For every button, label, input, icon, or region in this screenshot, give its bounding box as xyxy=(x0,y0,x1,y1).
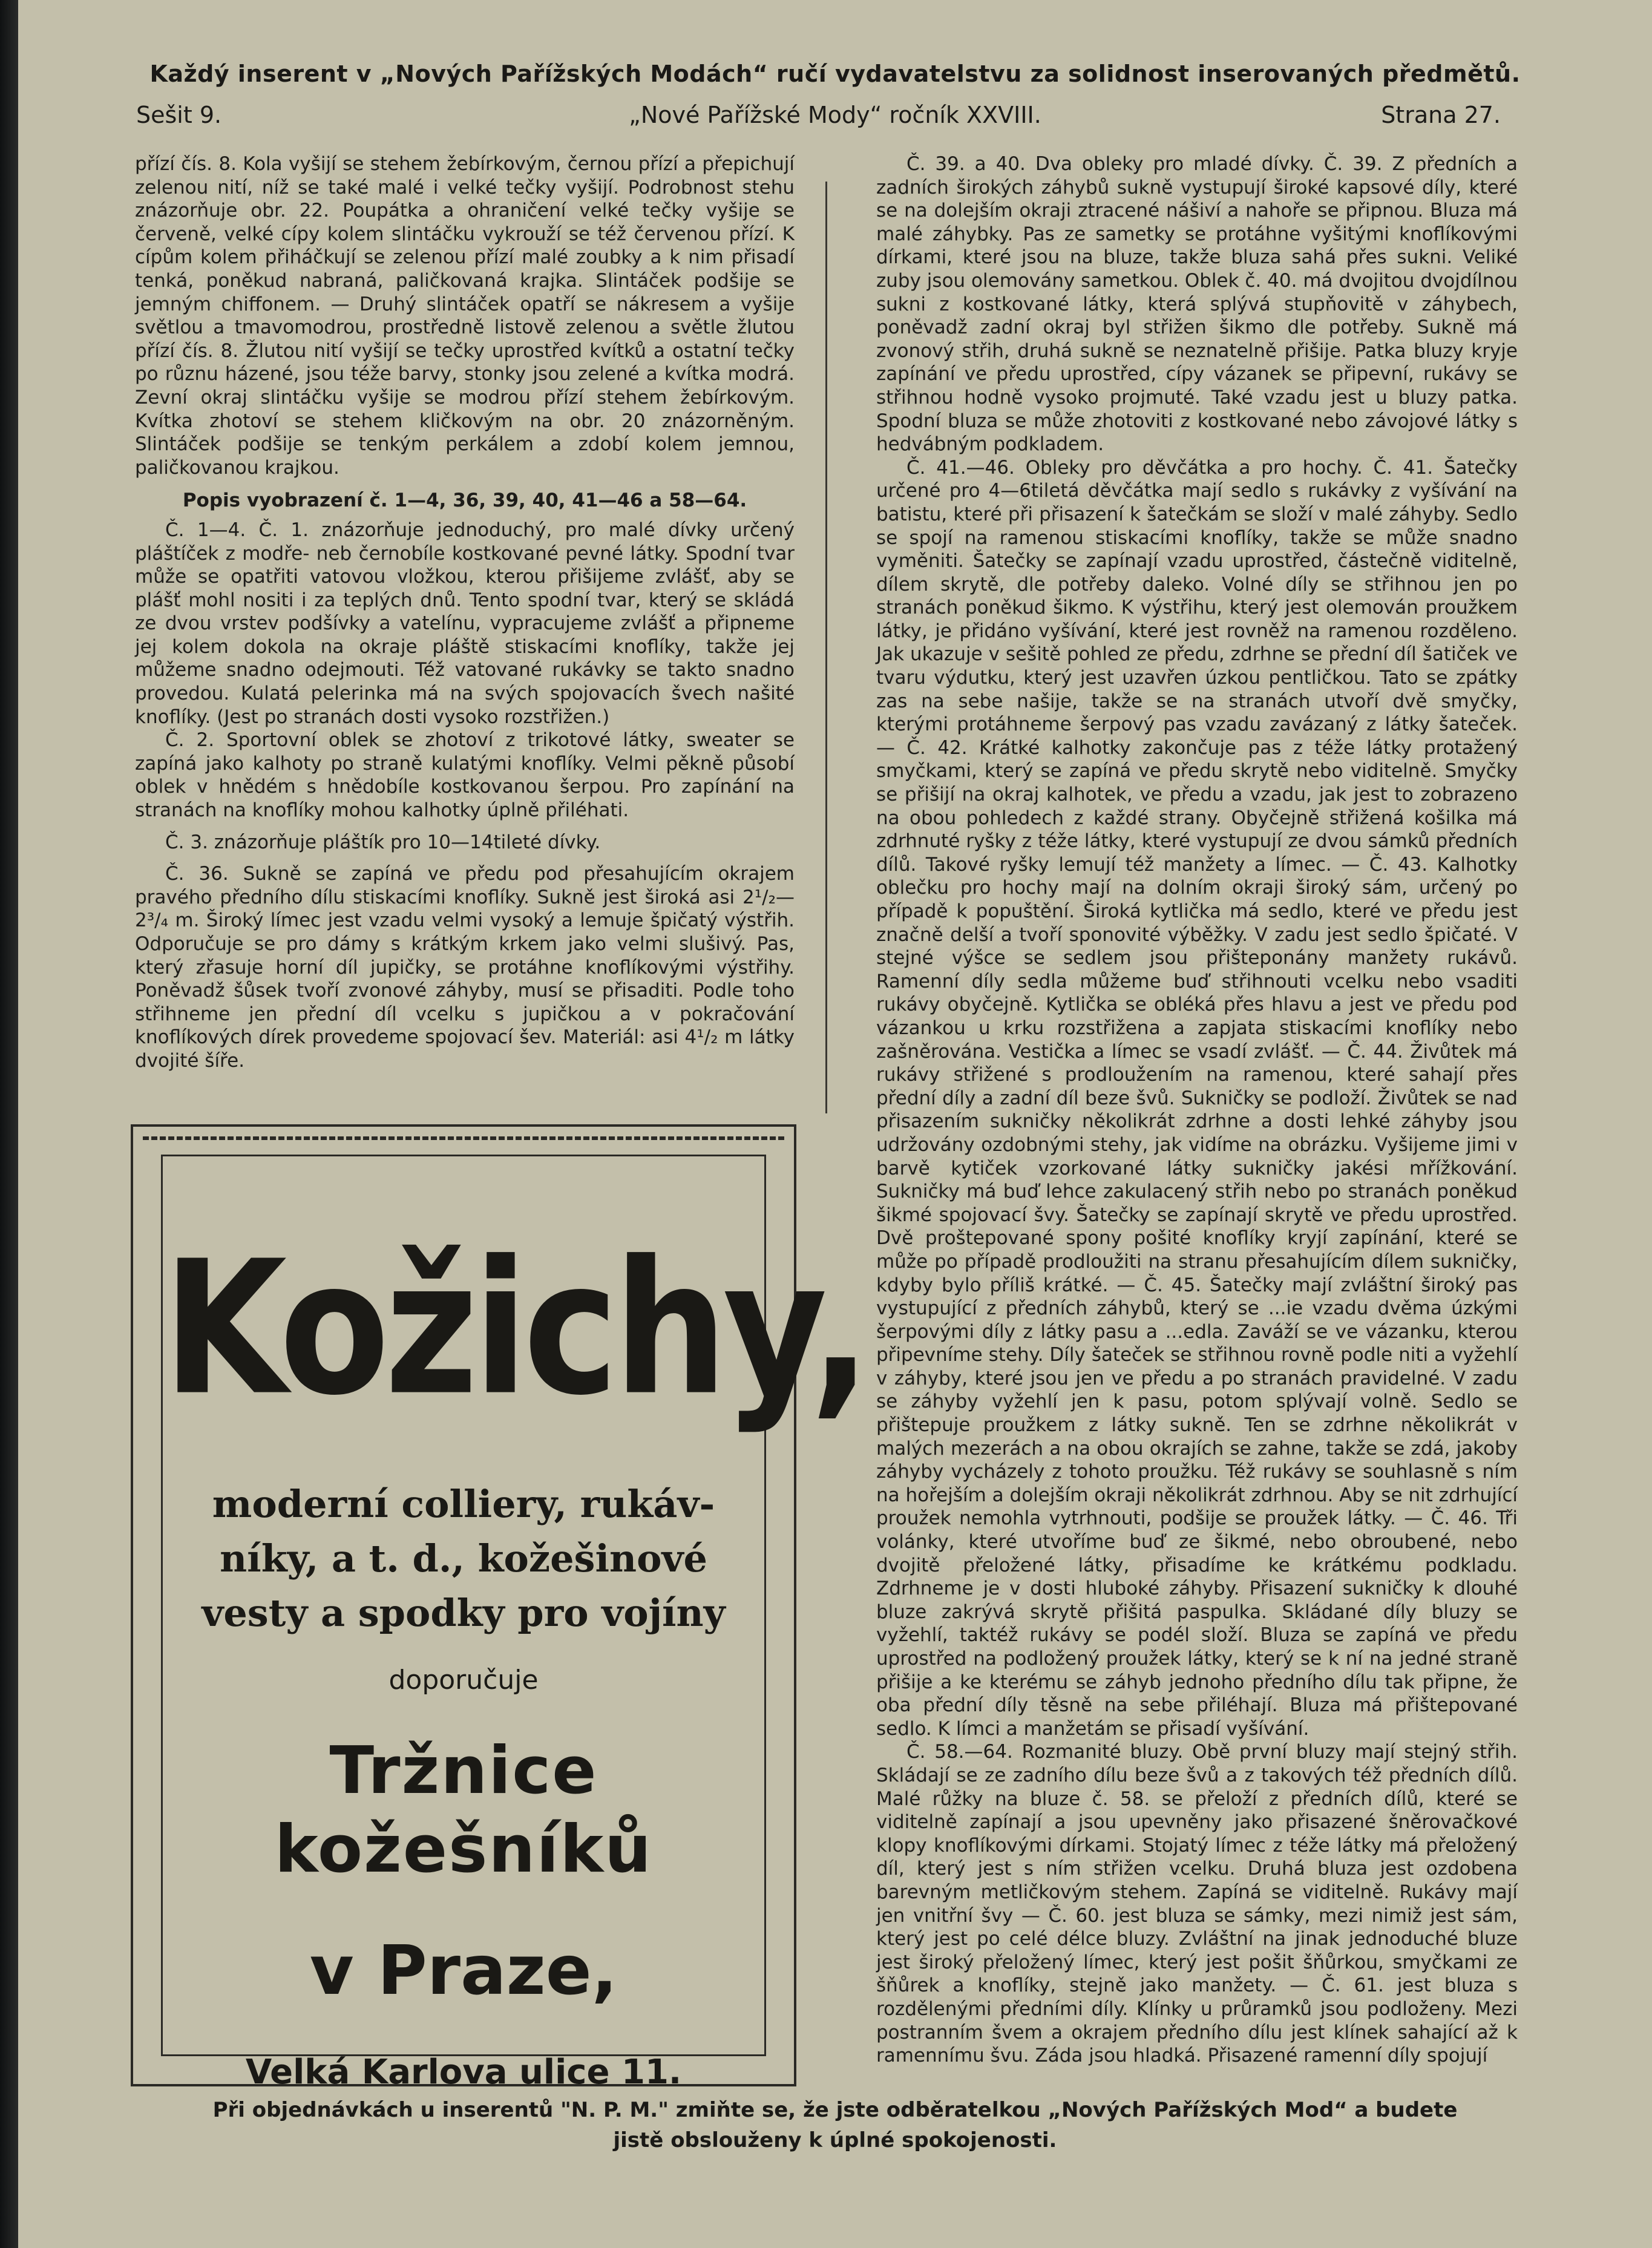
ad-text-line: vesty a spodky pro vojíny xyxy=(202,1591,726,1635)
ad-text-line: moderní colliery, rukáv- xyxy=(212,1482,715,1526)
right-column xyxy=(876,152,1518,2068)
scan-edge xyxy=(0,0,18,2248)
footer-notice xyxy=(18,2095,1652,2155)
issue-number: Sešit 9. xyxy=(136,102,222,128)
paragraph: Č. 2. Sportovní oblek se zhotoví z trikotové látky, sweater se zapíná jako kalhoty po straně kulatými knoflíky. Velmi pěkně působí oblek v hnědém s hnědobíle kostkovanou šerpou. Pro zapínání na stranách na knoflíky mohou kalhotky úplně přiléhati. xyxy=(135,729,795,822)
left-column xyxy=(135,152,795,1073)
inserent-notice: Každý inserent v „Nových Pařížských Modách“ ručí vydavatelstvu za solidnost inserovaných předmětů. xyxy=(149,61,1521,87)
section-heading: Popis vyobrazení č. 1—4, 36, 39, 40, 41—46 a 58—64. xyxy=(182,490,747,512)
paragraph: přízí čís. 8. Kola vyšijí se stehem žebírkovým, černou přízí a přepichují zelenou nití, níž se také malé i velké tečky vyšijí. Podrobnost stehu znázorňuje obr. 22. Poupátka a ohraničení velké tečky vyšije se červeně, velké cípy kolem slintáčku vykrouží se též červenou přízí. K cípům kolem přiháčkují se zelenou přízí malé zoubky a k nim přisadí tenká, poněkud nabraná, paličkovaná krajka. Slintáček podšije se jemným chiffonem. — Druhý slintáček opatří se nákresem a vyšije světlou a tmavomodrou, prostředně listově zelenou a světle žlutou přízí čís. 8. Žlutou nití vyšijí se tečky uprostřed kvítků a ostatní tečky po různu házené, jsou téže barvy, stonky jsou zelené a kvítka modrá. Zevní okraj slintáčku vyšije se modrou přízí stehem žebírkovým. Kvítka zhotoví se stehem kličkovým na obr. 20 znázorněným. Slintáček podšije se tenkým perkálem a zdobí kolem jemnou, paličkovanou krajkou. xyxy=(135,153,795,479)
paragraph: Č. 3. znázorňuje pláštík pro 10—14tileté dívky. xyxy=(165,831,601,853)
page-number: Strana 27. xyxy=(1381,102,1501,128)
paragraph: Č. 41.—46. Obleky pro děvčátka a pro hochy. Č. 41. Šatečky určené pro 4—6tiletá děvčátka mají sedlo s rukávky z vyšívání na batistu, které při přisazení k šatečkám se složí v malé záhyby. Sedlo se spojí na ramenou stiskacími knoflíky, takže se může snadno vyměniti. Šatečky se zapínají vzadu uprostřed, částečně viditelně, dílem skrytě, dle potřeby daleko. Volné díly se střihnou jen po stranách poněkud šikmo. K výstřihu, který jest olemován proužkem látky, je přidáno vyšívání, které jest rovněž na ramenou rozděleno. Jak ukazuje v sešitě pohled ze předu, zdrhne se přední díl šatiček ve tvaru výdutku, který jest uzavřen úzkou pentličkou. Tato se zpátky zas na sebe našije, takže se na stranách utvoří dvě smyčky, kterými protáhneme šerpový pas vzadu zavázaný z látky šateček. — Č. 42. Krátké kalhotky zakončuje pas z téže látky protažený smyčkami, který se zapíná ve předu skrytě nebo viditelně. Smyčky se přišijí na okraj kalhotek, ve předu a vzadu, jak jest to zobrazeno na obou pohledech z každé strany. Obyčejně střižená košilka má zdrhnuté ryšky z téže látky, které vystupují ze dvou sámků předních dílů. Takové ryšky lemují též manžety a límec. — Č. 43. Kalhotky oblečku pro hochy mají na dolním okraji široký sám, určený po případě k popuštění. Široká kytlička má sedlo, které ve předu jest značně delší a tvoří sponovité výběžky. V zadu jest sedlo špičaté. V stejné výšce se sedlem jsou přišteponány manžety rukávů. Ramenní díly sedla můžeme buď střihnouti vcelku nebo vsaditi rukávy obyčejně. Kytlička se obléká přes hlavu a jest ve předu pod vázankou u krku rozstřižena a zapjata stiskacími knoflíky nebo zašněrována. Vestička a límec se vsadí zvlášť. — Č. 44. Živůtek má rukávy střižené s prodloužením na ramenou, které sahají přes přední díly a zadní díl beze švů. Sukničky se podloží. Živůtek se nad přisazením sukničky několikrát zdrhne a dosti lehké záhyby jsou udržovány ozdobnými stehy, jak vidíme na obrázku. Vyšijeme jimi v barvě kytiček vzorkované látky sukničky jakési mřížkování. Sukničky má buď lehce zakulacený střih nebo po stranách poněkud šikmé spojovací švy. Šatečky se zapínají skrytě ve předu uprostřed. Dvě proštepované spony pošité knoflíky kryjí zapínání, které se může po případě prodloužiti na stranu přesahujícím dílem sukničky, kdyby bylo příliš krátké. — Č. 45. Šatečky mají zvláštní široký pas vystupující z předních záhybů, který se ...ie vzadu dvěma úzkými šerpovými díly z látky pasu a ...edla. Zaváží se ve vázanku, kterou připevníme stehy. Díly šateček se střihnou rovně podle niti a vyžehlí v záhyby, které jsou jen ve předu a po stranách pravidelné. V zadu se záhyby vyžehlí jen k pasu, potom splývají volně. Sedlo se přištepuje proužkem z látky sukně. Ten se zdrhne několikrát v malých mezerách a na obou okrajích se zahne, takže se zdá, jakoby záhyby vycházely z tohoto proužku. Též rukávy se souhlasně s ním na hořejším a dolejším okraji několikrát zdrhnou. Aby se nit zdrhující proužek nemohla vytrhnouti, podšije se proužek látky. — Č. 46. Tři volánky, které utvoříme buď ze šikmé, nebo obroubené, nebo dvojitě přeložené látky, přisadíme ke krátkému podkladu. Zdrhneme je v dosti hluboké záhyby. Přisazení sukničky k dlouhé bluze zakrývá skrytě přišitá paspulka. Skládané díly bluzy se vyžehlí, taktéž rukávy se podél složí. Bluza se zapíná ve předu uprostřed na podložený proužek látky, který se k ní na jedné straně přišije a ke kterému se záhyb jednoho předního dílu tak připne, že oba přední díly těsně na sebe přiléhají. Bluza má přištepované sedlo. K límci a manžetám se přisadí vyšívání. xyxy=(876,456,1518,1740)
fur-advertisement xyxy=(131,1124,867,2092)
ad-city: v Praze, xyxy=(309,1932,618,2010)
ad-text-line: níky, a t. d., kožešinové xyxy=(220,1536,707,1581)
paragraph: Č. 58.—64. Rozmanité bluzy. Obě první bluzy mají stejný střih. Skládají se ze zadního dílu beze švů a z takových též předních dílů. Malé růžky na bluze č. 58. se přeloží z předních dílů, které se viditelně zapínají a jsou upevněny jako přisazené šněrovačkové klopy knoflíkovými dírkami. Stojatý límec z téže látky má přeložený díl, který jest s ním střižen vcelku. Druhá bluza jest ozdobena barevným metličkovým stehem. Zapíná se viditelně. Rukávy mají jen vnitřní švy — Č. 60. jest bluza se sámky, mezi nimiž jest sám, který jest po celé délce bluzy. Zvláštní na jinak jednoduché bluze jest široký přeložený límec, který jest pošit šňůrkou, smyčkami ze šňůrek a knoflíky, stejně jako manžety. — Č. 61. jest bluza s rozdělenými předními díly. Klínky u průramků jsou podloženy. Mezi postranním švem a okrajem předního dílu jest klínek sahající až k ramennímu švu. Záda jsou hladká. Přisazené ramenní díly spojují xyxy=(876,1741,1518,2067)
ad-content xyxy=(161,1155,867,2092)
paragraph: Č. 36. Sukně se zapíná ve předu pod přesahujícím okrajem pravého předního dílu stiskacími knoflíky. Sukně jest široká asi 2¹/₂—2³/₄ m. Široký límec jest vzadu velmi vysoký a lemuje špičatý výstřih. Odporučuje se pro dámy s krátkým krkem jako velmi slušivý. Pas, který zřasuje horní díl jupičky, se protáhne knoflíkovými výstřihy. Poněvadž šůsek tvoří zvonové záhyby, musí se přisaditi. Podle toho střihneme jen přední díl vcelku s jupičkou a v pokračování knoflíkových dírek provedeme spojovací šev. Materiál: asi 4¹/₂ m látky dvojité šíře. xyxy=(135,863,795,1072)
paragraph: Č. 1—4. Č. 1. znázorňuje jednoduchý, pro malé dívky určený pláštíček z modře- neb černobíle kostkované pevné látky. Spodní tvar může se opatřiti vatovou vložkou, kterou přišijeme zvlášť, aby se plášť mohl nositi i za teplých dnů. Tento spodní tvar, který se skládá ze dvou vrstev podšívky a vatelínu, vypracujeme zvlášť a připneme jej kolem dokola na okraje pláště stiskacími knoflíky, takže jej můžeme snadno odejmouti. Též vatované rukávky se takto snadno provedou. Kulatá pelerinka má na svých spojovacích švech našité knoflíky. (Jest po stranách dosti vysoko rozstřižen.) xyxy=(135,519,795,728)
ad-address: Velká Karlova ulice 11. xyxy=(245,2053,682,2092)
column-divider xyxy=(825,182,827,1113)
footer-line: Při objednávkách u inserentů "N. P. M." zmiňte se, že jste odběratelkou „Nových Pařížských Mod“ a budete xyxy=(212,2098,1458,2122)
ad-recommends: doporučuje xyxy=(388,1665,539,1696)
paragraph: Č. 39. a 40. Dva obleky pro mladé dívky. Č. 39. Z předních a zadních širokých záhybů sukně vystupují široké kapsové díly, které se na dolejším okraji ztracené nášiví a nahoře se připnou. Bluza má malé záhybky. Pas ze sametky se protáhne vyšitými knoflíkovými dírkami, které jsou na bluze, takže bluza sahá přes sukni. Veliké zuby jsou olemovány sametkou. Oblek č. 40. má dvojitou dvojdílnou sukni z kostkované látky, která splývá stupňovitě v záhybech, poněvadž zadní okraj byl střižen šikmo dle potřeby. Sukně má zvonový střih, druhá sukně se neznatelně přišije. Patka bluzy kryje zapínání ve předu uprostřed, cípy vázanek se připevní, rukávy se střihnou hodně vysoko projmuté. Také vzadu jest u bluzy patka. Spodní bluza se může zhotoviti z kostkované nebo závojové látky s hedvábným podkladem. xyxy=(876,153,1518,456)
ad-firm-name: Tržnice kožešníků xyxy=(274,1733,653,1887)
journal-title: „Nové Pařížské Mody“ ročník XXVIII. xyxy=(629,102,1041,128)
ad-title: Kožichy, xyxy=(163,1221,867,1437)
page xyxy=(18,0,1652,2248)
footer-line: jistě obslouženy k úplné spokojenosti. xyxy=(613,2128,1057,2152)
